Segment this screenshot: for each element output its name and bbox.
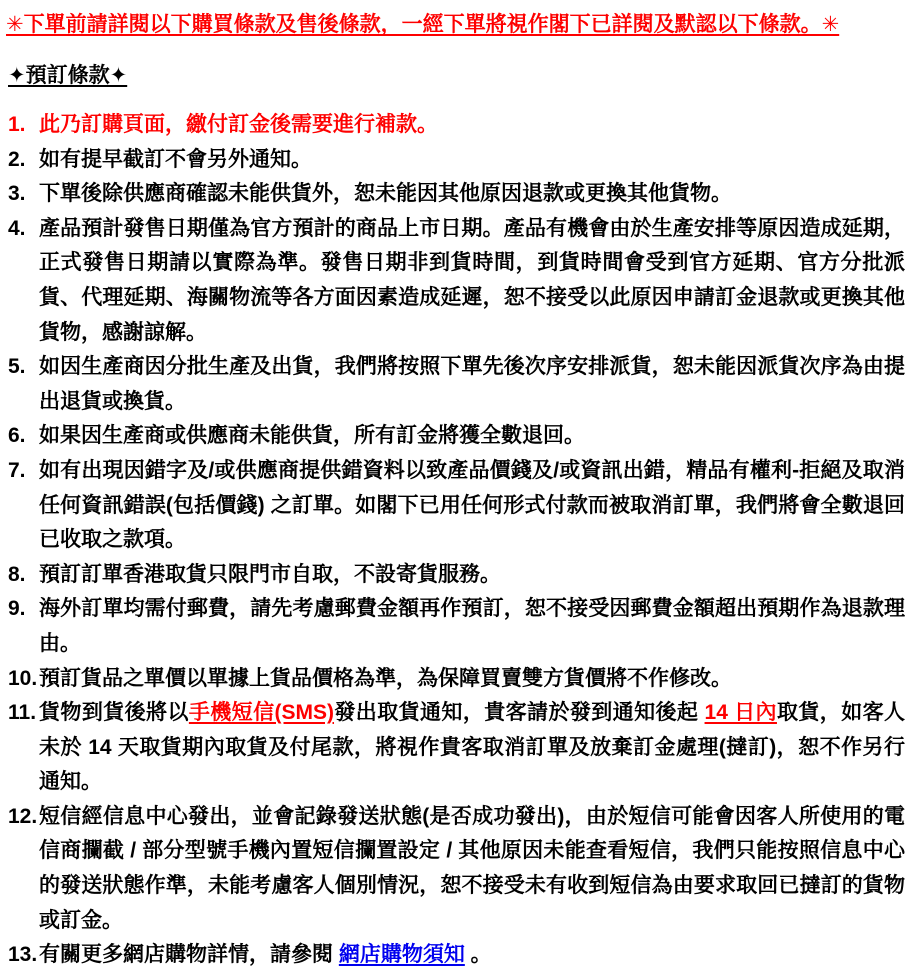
term-number: 10. [8,666,38,690]
term-item [8,212,905,350]
term-text-segment: 如果因生產商或供應商未能供貨，所有訂金將獲全數退回。 [39,424,585,448]
term-number: 12. [8,804,38,828]
term-text-segment: 有關更多網店購物詳情，請參閱 [39,943,339,967]
term-text-segment: 預訂訂單香港取貨只限門市自取，不設寄貨服務。 [39,562,501,586]
term-text-segment: 。 [464,943,492,967]
term-text [39,217,905,344]
term-text-segment: 如有提早截訂不會另外通知。 [39,147,312,171]
term-text-segment: 此乃訂購頁面，繳付訂金後需要進行補款。 [39,113,438,136]
term-text-segment: 產品預計發售日期僅為官方預計的商品上市日期。產品有機會由於生產安排等原因造成延期，正式發售日期請以實際為準。發售日期非到貨時間，到貨時間會受到官方延期、官方分批派貨、代理延期、海關物流等各方面因素造成延遲，恕不接受以此原因申請訂金退款或更換其他貨物，感謝諒解。 [39,216,905,344]
term-text [39,597,905,655]
term-item [8,143,905,178]
term-text [39,148,312,171]
term-text-segment: 貨物到貨後將以 [39,701,189,725]
term-text-segment: 短信經信息中心發出，並會記錄發送狀態(是否成功發出)，由於短信可能會因客人所使用的電信商攔截 / 部分型號手機內置短信攔置設定 / 其他原因未能查看短信，我們只能按照信息中心的發送狀態作準，未能考慮客人個別情況，恕不接受未有收到短信為由要求取回已撻訂的貨物或訂金。 [39,804,905,932]
term-item [8,108,905,143]
term-text [39,424,585,447]
term-item [8,662,905,697]
term-item [8,419,905,454]
top-warning-text: ✳下單前請詳閱以下購買條款及售後條款，一經下單將視作閣下已詳閱及默認以下條款。✳ [6,13,840,36]
section-title-preorder-terms: ✦預訂條款✦ [8,64,128,87]
term-text-segment: 海外訂單均需付郵費，請先考慮郵費金額再作預訂，恕不接受因郵費金額超出預期作為退款理由。 [39,597,905,655]
term-text [39,355,905,413]
term-number: 8. [8,562,26,586]
term-number: 2. [8,147,26,171]
highlighted-red-text: 手機短信(SMS) [188,701,334,725]
term-number: 5. [8,355,26,379]
highlighted-red-text: 14 日內 [704,701,777,725]
term-text [39,182,732,205]
term-text [39,943,492,966]
term-text [39,459,905,551]
term-item [8,938,905,973]
term-text-segment: 預訂貨品之單價以單據上貨品價格為準，為保障買賣雙方貨價將不作修改。 [39,666,732,690]
term-item [8,454,905,558]
term-number: 7. [8,458,26,482]
term-text-segment: 下單後除供應商確認未能供貨外，恕未能因其他原因退款或更換其他貨物。 [39,182,732,206]
terms-list [6,108,907,973]
term-item [8,558,905,593]
term-text [39,113,438,136]
term-text [39,805,905,932]
term-number: 13. [8,943,38,967]
term-item [8,800,905,938]
term-item [8,592,905,661]
term-item [8,350,905,419]
term-number: 1. [8,113,26,136]
term-number: 11. [8,701,37,725]
term-text-segment: 如因生產商因分批生產及出貨，我們將按照下單先後次序安排派貨，恕未能因派貨次序為由提出退貨或換貨。 [39,355,905,413]
term-text [39,667,732,690]
term-text-segment: 取貨，如客人未於 14 天取貨期內取貨及付尾款，將視作貴客取消訂單及放棄訂金處理(撻訂)，恕不作另行通知。 [39,701,906,794]
term-item [8,696,905,800]
term-number: 4. [8,216,26,240]
term-number: 9. [8,597,26,621]
term-item [8,177,905,212]
term-text-segment: 如有出現因錯字及/或供應商提供錯資料以致產品價錢及/或資訊出錯，精品有權利-拒絕及取消任何資訊錯誤(包括價錢) 之訂單。如閣下已用任何形式付款而被取消訂單，我們將會全數退回已收取之款項。 [39,458,905,552]
term-text [39,701,905,793]
term-number: 3. [8,182,26,206]
term-text [39,563,501,586]
shop-guide-link[interactable]: 網店購物須知 [338,943,465,967]
term-number: 6. [8,424,26,448]
term-text-segment: 發出取貨通知，貴客請於發到通知後起 [333,701,705,725]
